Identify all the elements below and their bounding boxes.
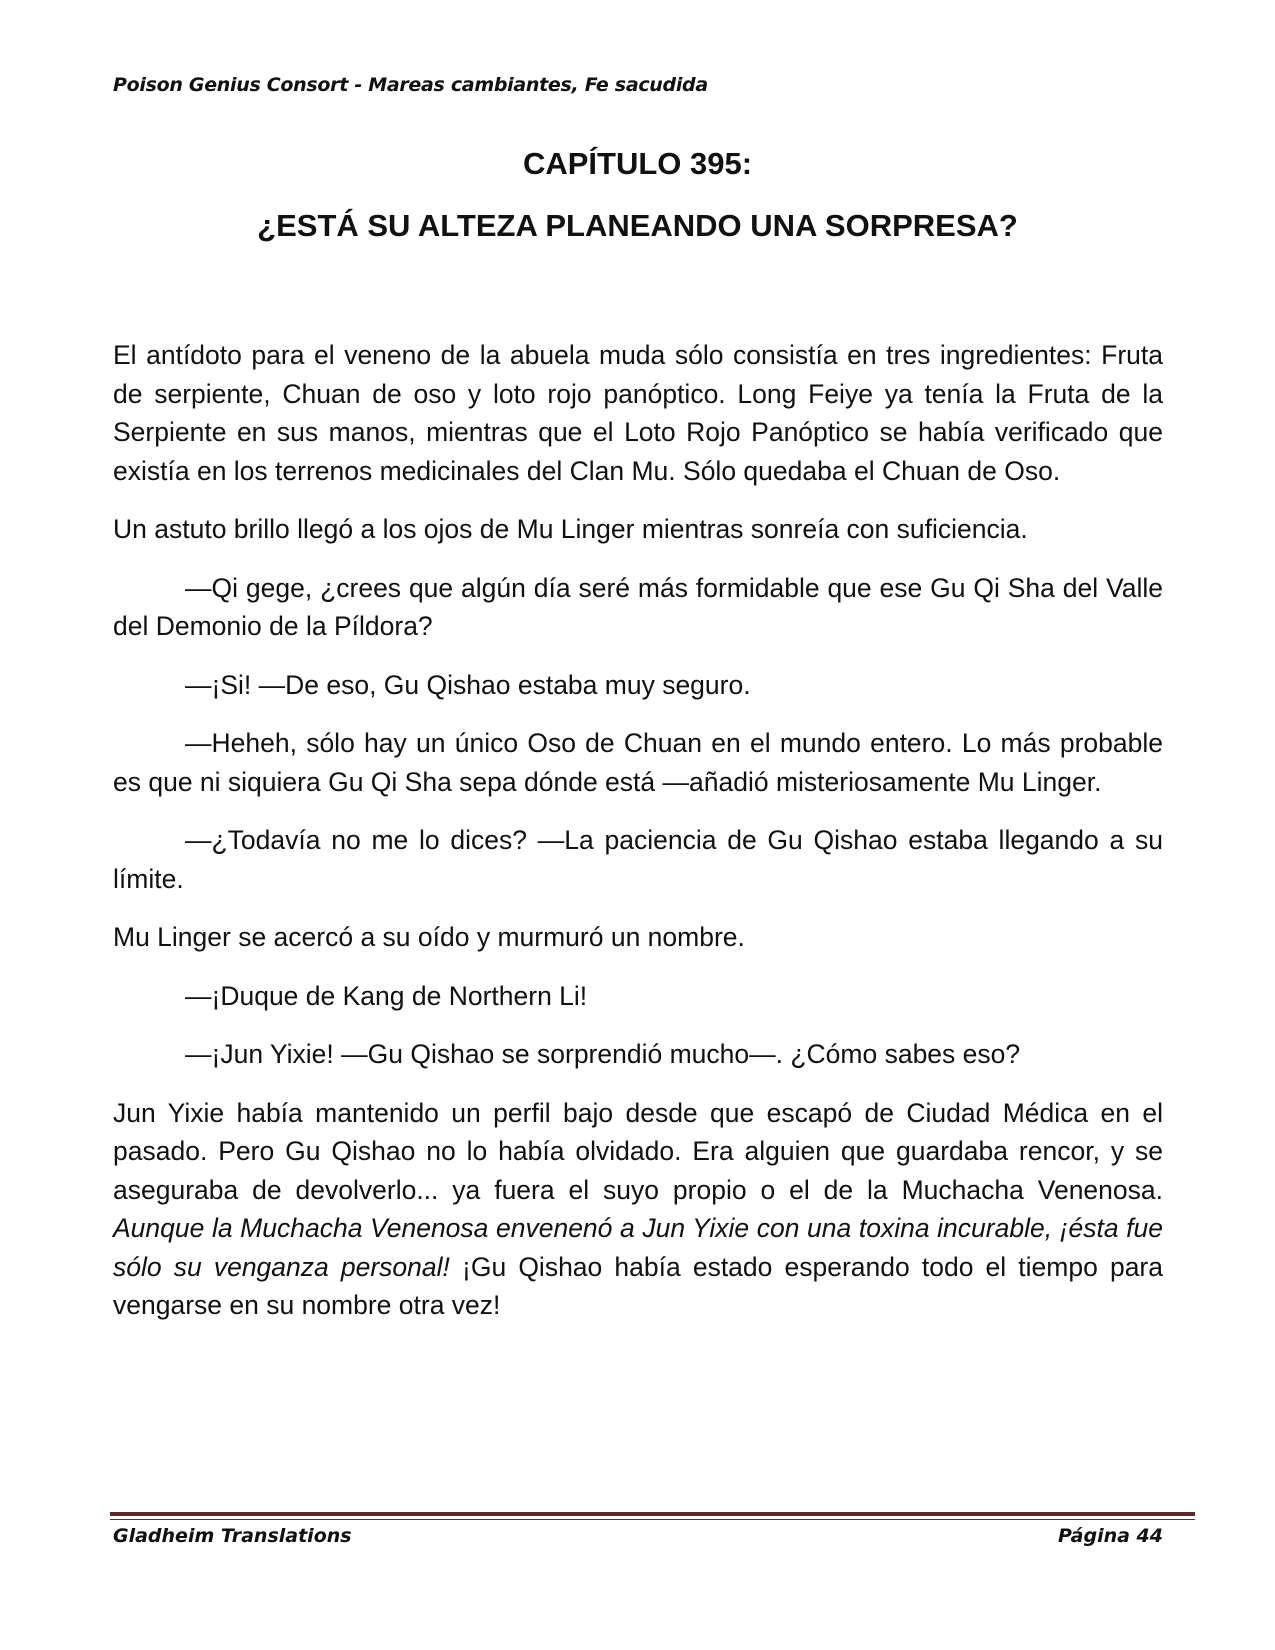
chapter-name: ¿ESTÁ SU ALTEZA PLANEANDO UNA SORPRESA? <box>257 208 1018 243</box>
paragraph: Mu Linger se acercó a su oído y murmuró un nombre. <box>113 922 745 952</box>
dialogue-paragraph: —¡Jun Yixie! —Gu Qishao se sorprendió mucho—. ¿Cómo sabes eso? <box>185 1039 1021 1069</box>
dialogue-paragraph: —¿Todavía no me lo dices? —La paciencia de Gu Qishao estaba llegando a su límite. <box>113 825 1163 894</box>
footer-publisher: Gladheim Translations <box>113 1525 352 1547</box>
italic-thought: Aunque la Muchacha Venenosa envenenó a Jun Yixie con una toxina incurable, ¡ésta fue sólo su venganza personal! <box>113 1213 1163 1282</box>
paragraph: Un astuto brillo llegó a los ojos de Mu Linger mientras sonreía con suficiencia. <box>113 514 1028 544</box>
dialogue-paragraph: —¡Duque de Kang de Northern Li! <box>185 980 588 1011</box>
page-number: Página 44 <box>1057 1525 1163 1547</box>
paragraph <box>113 1094 1163 1325</box>
paragraph-text: Jun Yixie había mantenido un perfil bajo desde que escapó de Ciudad Médica en el pasado. Pero Gu Qishao no lo había olvidado. Era alguien que guardaba rencor, y se aseguraba de devolverlo... ya fuera el suyo propio o el de la Muchacha Venenosa. <box>113 1097 1163 1205</box>
paragraph-text: ¡Gu Qishao había estado esperando todo el tiempo para vengarse en su nombre otra vez! <box>113 1251 1163 1320</box>
running-header: Poison Genius Consort - Mareas cambiantes, Fe sacudida <box>113 74 708 96</box>
paragraph: El antídoto para el veneno de la abuela muda sólo consistía en tres ingredientes: Fruta de serpiente, Chuan de oso y loto rojo panóptico. Long Feiye ya tenía la Fruta de la Serpiente en sus manos, mientras que el Loto Rojo Panóptico se había verificado que existía en los terrenos medicinales del Clan Mu. Sólo quedaba el Chuan de Oso. <box>113 340 1163 486</box>
dialogue-paragraph: —Qi gege, ¿crees que algún día seré más formidable que ese Gu Qi Sha del Valle del Demonio de la Píldora? <box>113 572 1163 641</box>
chapter-body <box>113 336 1163 1345</box>
footer-rule <box>110 1512 1195 1516</box>
footer-rule-thin <box>110 1519 1195 1520</box>
chapter-number: CAPÍTULO 395: <box>522 146 753 181</box>
chapter-title <box>0 146 1275 244</box>
dialogue-paragraph: —¡Si! —De eso, Gu Qishao estaba muy seguro. <box>185 669 751 700</box>
dialogue-paragraph: —Heheh, sólo hay un único Oso de Chuan en el mundo entero. Lo más probable es que ni siquiera Gu Qi Sha sepa dónde está —añadió misteriosamente Mu Linger. <box>113 728 1163 797</box>
